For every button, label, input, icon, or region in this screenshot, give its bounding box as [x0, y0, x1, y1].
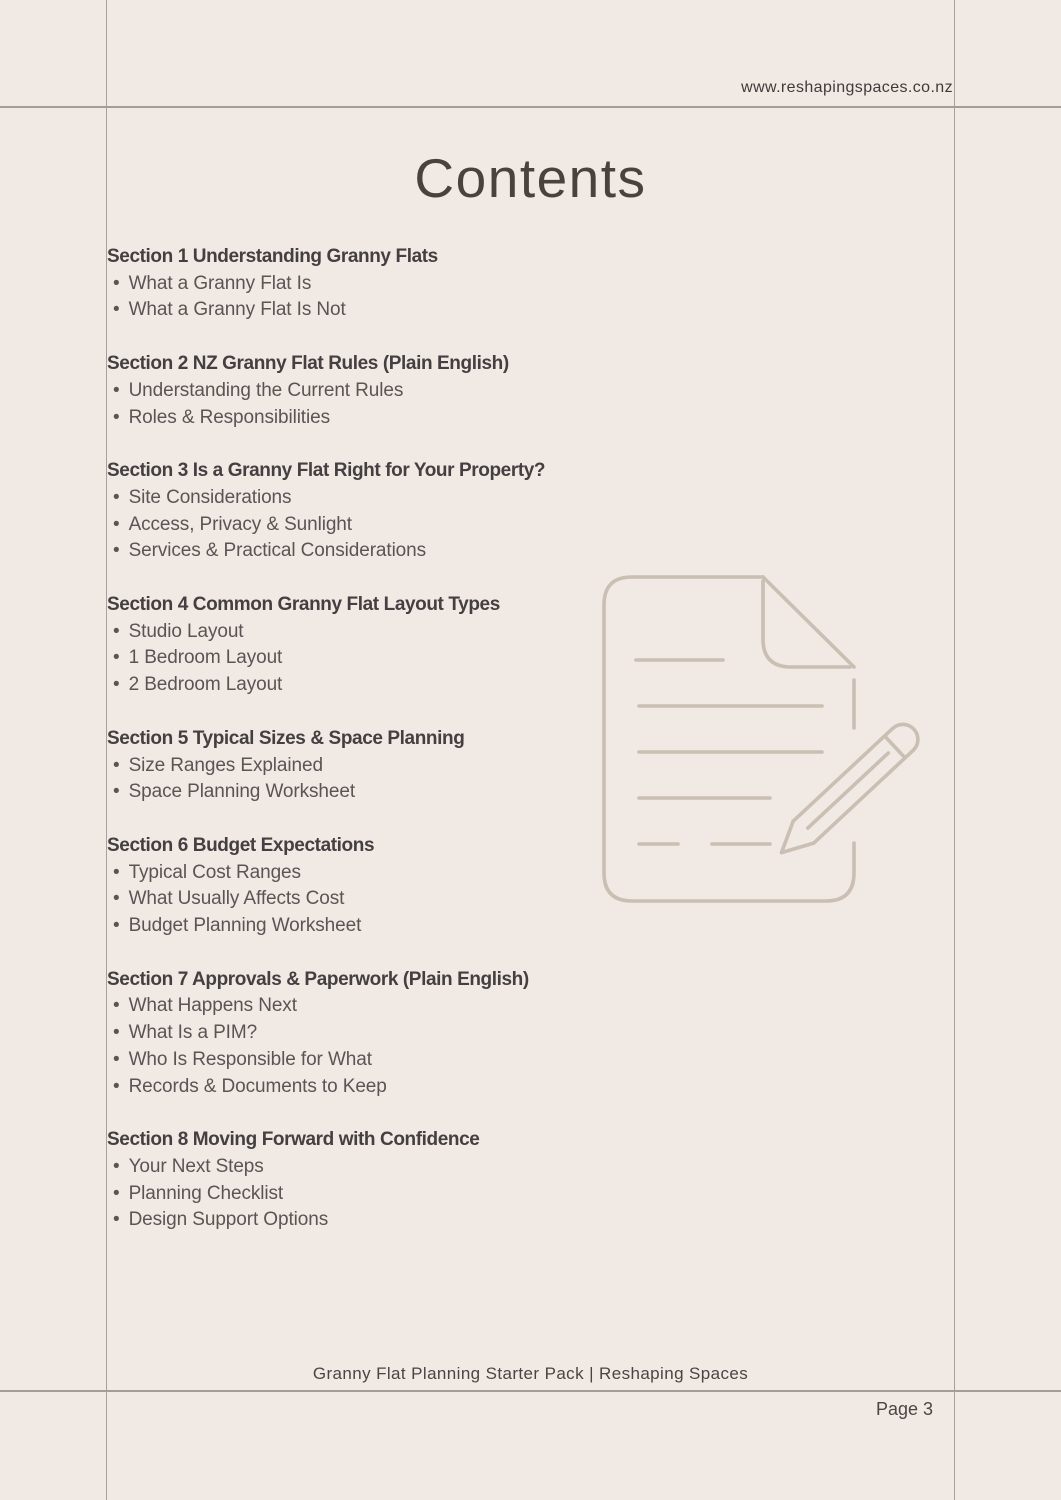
- bullet-icon: •: [113, 620, 120, 642]
- toc-item-label: What a Granny Flat Is: [128, 272, 312, 294]
- toc-item: [107, 1181, 687, 1208]
- website-url: www.reshapingspaces.co.nz: [741, 79, 953, 96]
- toc-item: [107, 993, 687, 1020]
- toc-item-label: What Happens Next: [128, 995, 297, 1017]
- toc-item-label: What Is a PIM?: [128, 1022, 258, 1044]
- toc-item: [107, 378, 687, 405]
- toc-item: [107, 1047, 687, 1074]
- bullet-icon: •: [113, 995, 120, 1017]
- toc-section-heading: Section 6 Budget Expectations: [107, 834, 375, 856]
- toc-item: [107, 538, 687, 565]
- toc-item-label: Studio Layout: [128, 620, 244, 642]
- toc-item-label: Understanding the Current Rules: [128, 379, 404, 401]
- toc-item-label: Planning Checklist: [128, 1182, 284, 1204]
- toc-section: [107, 351, 687, 431]
- bullet-icon: •: [113, 888, 120, 910]
- bullet-icon: •: [113, 1182, 120, 1204]
- toc-item: [107, 405, 687, 432]
- toc-item-label: Records & Documents to Keep: [128, 1075, 387, 1097]
- toc-item: [107, 485, 687, 512]
- page-title: Contents: [414, 147, 647, 209]
- toc-item: [107, 512, 687, 539]
- page-number: Page 3: [875, 1399, 933, 1419]
- bullet-icon: •: [113, 1155, 120, 1177]
- page-border-right: [954, 0, 955, 1500]
- toc-item: [107, 1154, 687, 1181]
- header-rule: [0, 106, 1061, 108]
- toc-section: [107, 967, 687, 1101]
- bullet-icon: •: [113, 1209, 120, 1231]
- footer-text: Granny Flat Planning Starter Pack | Reshaping Spaces: [312, 1364, 749, 1383]
- toc-item-list: [107, 271, 687, 324]
- bullet-icon: •: [113, 513, 120, 535]
- bullet-icon: •: [113, 861, 120, 883]
- toc-item-label: Space Planning Worksheet: [128, 781, 356, 803]
- toc-section-heading: Section 4 Common Granny Flat Layout Types: [107, 594, 500, 616]
- toc-section-heading: Section 5 Typical Sizes & Space Planning: [107, 727, 465, 749]
- toc-item: [107, 1020, 687, 1047]
- toc-item-list: [107, 1154, 687, 1234]
- toc-item-label: Size Ranges Explained: [128, 754, 323, 776]
- toc-section-heading: Section 8 Moving Forward with Confidence: [107, 1129, 480, 1151]
- toc-item-label: What Usually Affects Cost: [128, 888, 345, 910]
- toc-item-list: [107, 993, 687, 1100]
- bullet-icon: •: [113, 486, 120, 508]
- toc-section-heading: Section 2 NZ Granny Flat Rules (Plain English): [107, 353, 509, 375]
- toc-item-label: Access, Privacy & Sunlight: [128, 513, 352, 535]
- toc-item-list: [107, 485, 687, 565]
- toc-item-label: 1 Bedroom Layout: [128, 647, 283, 669]
- toc-item-label: Typical Cost Ranges: [128, 861, 301, 883]
- toc-section-heading: Section 3 Is a Granny Flat Right for Your Property?: [107, 460, 546, 482]
- bullet-icon: •: [113, 379, 120, 401]
- toc-item: [107, 913, 687, 940]
- toc-item: [107, 1207, 687, 1234]
- bullet-icon: •: [113, 754, 120, 776]
- toc-item-label: Services & Practical Considerations: [128, 540, 427, 562]
- bullet-icon: •: [113, 299, 120, 321]
- toc-item-label: What a Granny Flat Is Not: [128, 299, 346, 321]
- bullet-icon: •: [113, 1075, 120, 1097]
- bullet-icon: •: [113, 272, 120, 294]
- toc-item: [107, 297, 687, 324]
- toc-section: [107, 244, 687, 324]
- bullet-icon: •: [113, 1048, 120, 1070]
- toc-item: [107, 1074, 687, 1101]
- toc-section-heading: Section 7 Approvals & Paperwork (Plain English): [107, 968, 529, 990]
- toc-item-label: Your Next Steps: [128, 1155, 264, 1177]
- document-pencil-icon: [596, 566, 926, 914]
- toc-section: [107, 458, 687, 565]
- bullet-icon: •: [113, 1022, 120, 1044]
- toc-item-list: [107, 378, 687, 431]
- bullet-icon: •: [113, 540, 120, 562]
- bullet-icon: •: [113, 406, 120, 428]
- toc-item-label: Who Is Responsible for What: [128, 1048, 372, 1070]
- footer-rule: [0, 1390, 1061, 1392]
- bullet-icon: •: [113, 674, 120, 696]
- toc-item-label: 2 Bedroom Layout: [128, 674, 283, 696]
- bullet-icon: •: [113, 647, 120, 669]
- toc-section-heading: Section 1 Understanding Granny Flats: [107, 246, 438, 267]
- toc-item: [107, 271, 687, 298]
- toc-item-label: Roles & Responsibilities: [128, 406, 330, 428]
- bullet-icon: •: [113, 915, 120, 937]
- toc-item-label: Site Considerations: [128, 486, 292, 508]
- toc-item-label: Budget Planning Worksheet: [128, 915, 362, 937]
- toc-section: [107, 1127, 687, 1234]
- bullet-icon: •: [113, 781, 120, 803]
- toc-item-label: Design Support Options: [128, 1209, 329, 1231]
